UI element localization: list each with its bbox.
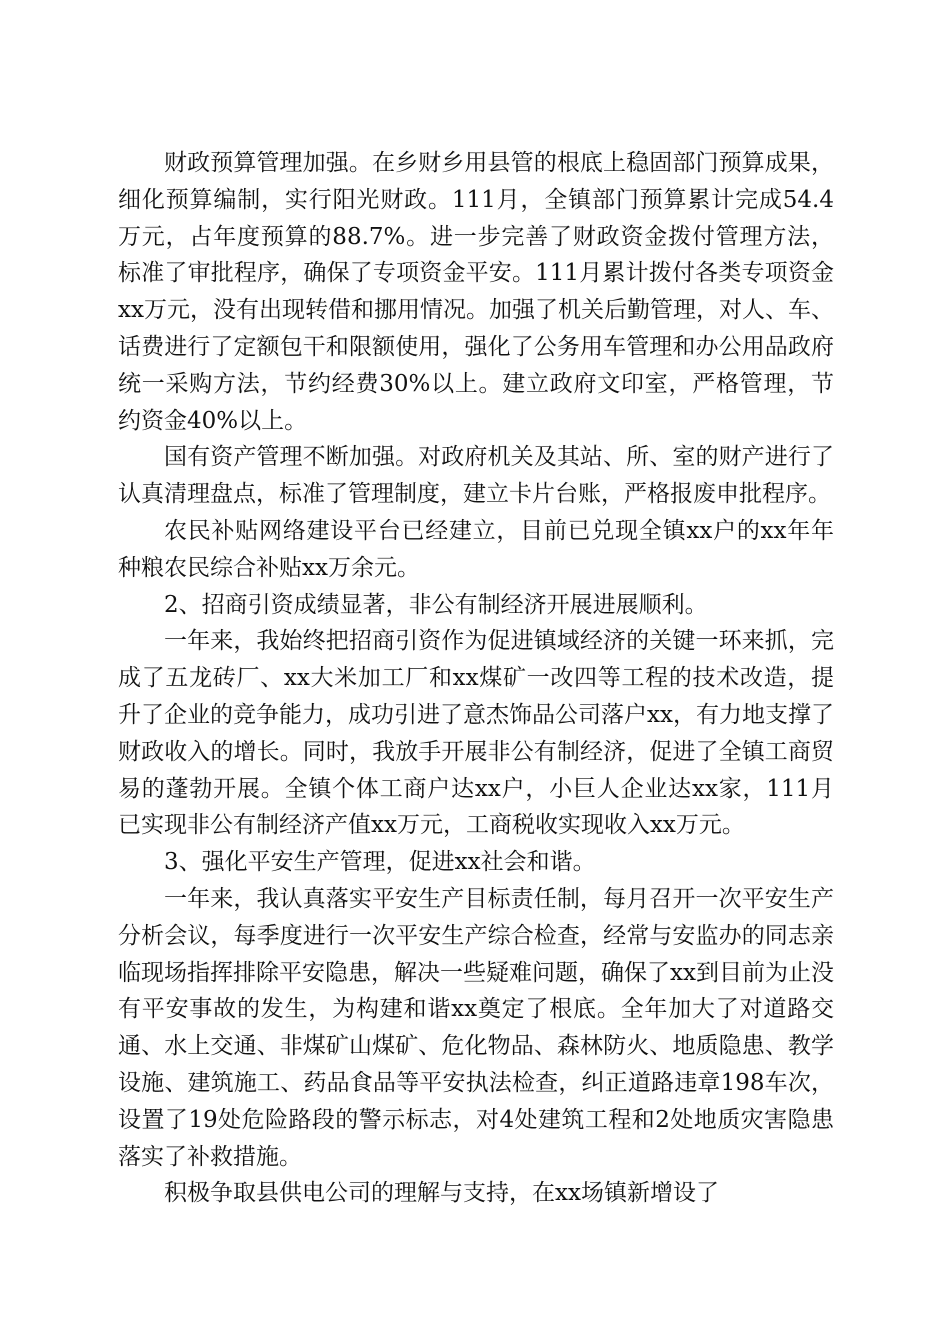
paragraph-safety: 一年来，我认真落实平安生产目标责任制，每月召开一次平安生产分析会议，每季度进行一次平安生产综合检查，经常与安监办的同志亲临现场指挥排除平安隐患，解决一些疑难问题，确保了xx到目前为止没有平安事故的发生，为构建和谐xx奠定了根底。全年加大了对道路交通、水上交通、非煤矿山煤矿、危化物品、森林防火、地质隐患、教学设施、建筑施工、药品食品等平安执法检查，纠正道路违章198车次，设置了19处危险路段的警示标志，对4处建筑工程和2处地质灾害隐患落实了补救措施。 xyxy=(118,885,834,1170)
paragraph-power-supply: 积极争取县供电公司的理解与支持，在xx场镇新增设了 xyxy=(164,1180,719,1207)
section-heading-safety: 3、强化平安生产管理，促进xx社会和谐。 xyxy=(164,849,596,876)
document-body xyxy=(118,145,834,1212)
paragraph-state-assets: 国有资产管理不断加强。对政府机关及其站、所、室的财产进行了认真清理盘点，标准了管理制度，建立卡片台账，严格报废申批程序。 xyxy=(118,444,834,508)
paragraph-farmer-subsidy: 农民补贴网络建设平台已经建立，目前已兑现全镇xx户的xx年年种粮农民综合补贴xx万余元。 xyxy=(118,517,834,581)
paragraph-investment: 一年来，我始终把招商引资作为促进镇域经济的关键一环来抓，完成了五龙砖厂、xx大米加工厂和xx煤矿一改四等工程的技术改造，提升了企业的竞争能力，成功引进了意杰饰品公司落户xx，有力地支撑了财政收入的增长。同时，我放手开展非公有制经济，促进了全镇工商贸易的蓬勃开展。全镇个体工商户达xx户，小巨人企业达xx家，111月已实现非公有制经济产值xx万元，工商税收实现收入xx万元。 xyxy=(118,628,834,839)
section-heading-investment: 2、招商引资成绩显著，非公有制经济开展进展顺利。 xyxy=(164,591,708,618)
paragraph-fiscal-budget: 财政预算管理加强。在乡财乡用县管的根底上稳固部门预算成果，细化预算编制，实行阳光财政。111月，全镇部门预算累计完成54.4万元，占年度预算的88.7%。进一步完善了财政资金拨付管理方法，标准了审批程序，确保了专项资金平安。111月累计拨付各类专项资金xx万元，没有出现转借和挪用情况。加强了机关后勤管理，对人、车、话费进行了定额包干和限额使用，强化了公务用车管理和办公用品政府统一采购方法，节约经费30%以上。建立政府文印室，严格管理，节约资金40%以上。 xyxy=(118,150,834,434)
